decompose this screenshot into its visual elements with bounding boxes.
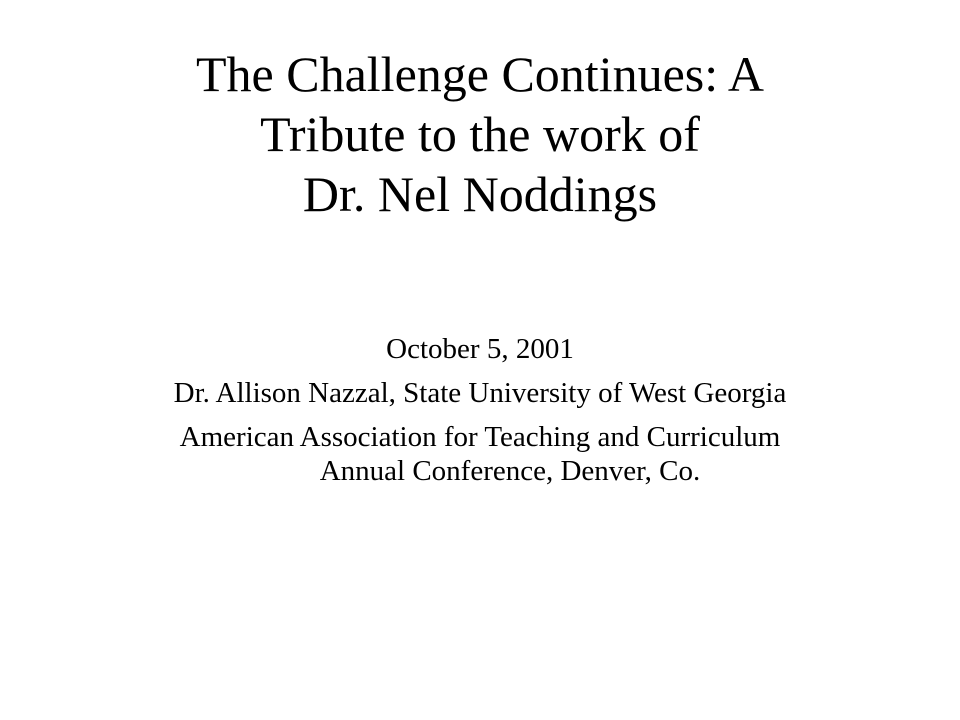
presenter-affiliation: Dr. Allison Nazzal, State University of West Georgia <box>173 377 787 409</box>
conference-name: American Association for Teaching and Curriculum <box>179 421 781 453</box>
slide-title <box>60 44 900 224</box>
slide-subtitle <box>40 332 920 488</box>
title-line-3: Dr. Nel Noddings <box>302 166 658 222</box>
presentation-date: October 5, 2001 <box>386 333 574 365</box>
title-line-2: Tribute to the work of <box>260 106 700 162</box>
title-line-1: The Challenge Continues: A <box>196 46 764 102</box>
conference-location: Annual Conference, Denver, Co. <box>319 455 701 487</box>
